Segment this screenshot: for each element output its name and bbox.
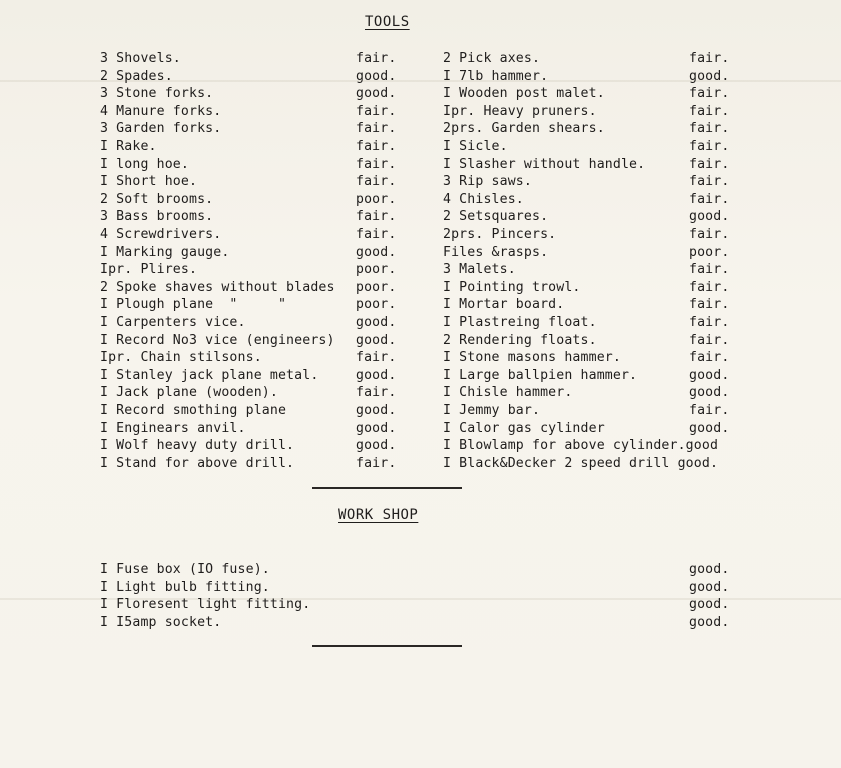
tool-item-left: I Wolf heavy duty drill. (100, 438, 295, 454)
tool-item-right: I Mortar board. (443, 297, 565, 313)
tools-row (0, 420, 841, 437)
tools-row (0, 173, 841, 190)
tool-item-right: I Blowlamp for above cylinder.good (443, 438, 719, 454)
tool-item-right: Ipr. Heavy pruners. (443, 103, 597, 119)
tool-condition-right: fair. (689, 403, 730, 418)
tool-condition-left: fair. (356, 350, 397, 366)
tools-row (0, 261, 841, 278)
tool-item-right: I Plastreing float. (443, 315, 597, 330)
tool-condition-right: good. (689, 420, 730, 436)
tools-row (0, 455, 841, 472)
tool-item-left: 3 Shovels. (100, 51, 181, 66)
tool-condition-left: fair. (356, 385, 397, 401)
section-divider-rule (312, 487, 462, 489)
tool-item-left: I long hoe. (100, 156, 189, 172)
workshop-row (0, 561, 841, 579)
tool-item-left: I Rake. (100, 139, 157, 154)
workshop-item: I Floresent light fitting. (100, 597, 311, 612)
tool-condition-right: fair. (689, 227, 730, 242)
tool-condition-left: good. (356, 332, 397, 348)
tools-row (0, 138, 841, 155)
tool-item-right: I Stone masons hammer. (443, 350, 621, 366)
tools-row (0, 244, 841, 261)
tool-condition-left: good. (356, 86, 397, 102)
tool-condition-right: good. (689, 367, 730, 383)
tool-condition-left: fair. (356, 156, 397, 172)
workshop-heading: WORK SHOP (338, 507, 419, 523)
tool-item-right: I Wooden post malet. (443, 86, 605, 102)
tool-condition-left: poor. (356, 297, 397, 313)
workshop-item: I Light bulb fitting. (100, 579, 270, 595)
tools-row (0, 191, 841, 208)
tool-condition-left: fair. (356, 174, 397, 190)
tools-row (0, 50, 841, 67)
tool-condition-left: good. (356, 403, 397, 418)
tools-row (0, 437, 841, 454)
tool-condition-left: fair. (356, 51, 397, 66)
tool-item-right: 3 Malets. (443, 262, 516, 278)
workshop-row (0, 596, 841, 614)
tools-row (0, 120, 841, 137)
tool-item-right: 2prs. Pincers. (443, 227, 557, 242)
tools-row (0, 156, 841, 173)
workshop-item: I Fuse box (IO fuse). (100, 562, 270, 577)
tool-condition-left: good. (356, 420, 397, 436)
tool-condition-left: fair. (356, 455, 397, 471)
tool-condition-right: fair. (689, 191, 730, 207)
tool-condition-right: good. (689, 68, 730, 84)
tool-item-right: 2 Pick axes. (443, 51, 541, 66)
tool-condition-right: fair. (689, 121, 730, 137)
tool-item-left: I Short hoe. (100, 174, 198, 190)
tool-condition-right: fair. (689, 279, 730, 295)
tool-item-left: 3 Bass brooms. (100, 209, 214, 225)
tool-item-left: I Stand for above drill. (100, 455, 295, 471)
tools-heading: TOOLS (365, 14, 410, 30)
tool-item-right: I Slasher without handle. (443, 156, 646, 172)
tool-condition-left: good. (356, 68, 397, 84)
tool-item-left: 2 Soft brooms. (100, 191, 214, 207)
tools-row (0, 384, 841, 401)
tool-condition-right: fair. (689, 315, 730, 330)
tool-condition-right: fair. (689, 332, 730, 348)
tool-condition-right: good. (689, 209, 730, 225)
workshop-item: I I5amp socket. (100, 614, 222, 630)
tool-item-left: I Enginears anvil. (100, 420, 246, 436)
tool-condition-right: fair. (689, 139, 730, 154)
tool-item-right: I Black&Decker 2 speed drill good. (443, 455, 719, 471)
tools-row (0, 208, 841, 225)
tool-item-left: 3 Stone forks. (100, 86, 214, 102)
tool-item-right: I Jemmy bar. (443, 403, 541, 418)
tool-item-left: I Carpenters vice. (100, 315, 246, 330)
workshop-condition: good. (689, 597, 730, 612)
tools-row (0, 85, 841, 102)
tool-item-left: 3 Garden forks. (100, 121, 222, 137)
tool-condition-left: good. (356, 315, 397, 330)
tool-item-left: 2 Spades. (100, 68, 173, 84)
tool-condition-right: fair. (689, 297, 730, 313)
tools-row (0, 296, 841, 313)
tool-item-left: 4 Manure forks. (100, 103, 222, 119)
tool-item-right: Files &rasps. (443, 244, 549, 260)
tool-item-left: 4 Screwdrivers. (100, 227, 222, 242)
tool-item-right: 3 Rip saws. (443, 174, 532, 190)
tool-item-right: I Calor gas cylinder (443, 420, 605, 436)
tools-row (0, 367, 841, 384)
tool-condition-left: fair. (356, 227, 397, 242)
tool-condition-left: good. (356, 244, 397, 260)
tool-item-right: I Chisle hammer. (443, 385, 573, 401)
tool-item-right: I Sicle. (443, 139, 508, 154)
tools-row (0, 314, 841, 331)
tool-item-left: 2 Spoke shaves without blades (100, 279, 335, 295)
workshop-row (0, 614, 841, 632)
tool-item-left: I Record smothing plane (100, 403, 287, 418)
tool-item-left: I Marking gauge. (100, 244, 230, 260)
tool-condition-left: poor. (356, 191, 397, 207)
tool-condition-right: fair. (689, 156, 730, 172)
workshop-condition: good. (689, 614, 730, 630)
tool-item-left: Ipr. Plires. (100, 262, 198, 278)
tool-condition-left: good. (356, 438, 397, 454)
tool-condition-left: fair. (356, 209, 397, 225)
tools-row (0, 68, 841, 85)
tools-row (0, 226, 841, 243)
tools-row (0, 349, 841, 366)
workshop-row (0, 579, 841, 597)
tool-condition-right: fair. (689, 350, 730, 366)
tool-condition-left: fair. (356, 121, 397, 137)
tools-row (0, 279, 841, 296)
tool-condition-right: fair. (689, 86, 730, 102)
workshop-condition: good. (689, 562, 730, 577)
tool-item-right: I 7lb hammer. (443, 68, 549, 84)
tool-condition-left: fair. (356, 103, 397, 119)
tool-condition-left: good. (356, 367, 397, 383)
tool-condition-right: poor. (689, 244, 730, 260)
tool-item-left: I Record No3 vice (engineers) (100, 332, 335, 348)
tool-condition-left: fair. (356, 139, 397, 154)
tool-item-left: Ipr. Chain stilsons. (100, 350, 262, 366)
tools-row (0, 332, 841, 349)
tool-condition-left: poor. (356, 279, 397, 295)
tool-item-right: I Pointing trowl. (443, 279, 581, 295)
tool-item-left: I Stanley jack plane metal. (100, 367, 319, 383)
tools-row (0, 402, 841, 419)
tool-condition-right: fair. (689, 174, 730, 190)
tool-item-right: 2 Setsquares. (443, 209, 549, 225)
tool-item-right: 4 Chisles. (443, 191, 524, 207)
end-divider-rule (312, 645, 462, 647)
tool-condition-right: good. (689, 385, 730, 401)
tool-condition-right: fair. (689, 262, 730, 278)
tool-condition-left: poor. (356, 262, 397, 278)
tool-item-left: I Plough plane " " (100, 297, 287, 313)
tool-item-right: 2 Rendering floats. (443, 332, 597, 348)
tool-item-right: 2prs. Garden shears. (443, 121, 605, 137)
workshop-condition: good. (689, 579, 730, 595)
tool-condition-right: fair. (689, 103, 730, 119)
tools-row (0, 103, 841, 120)
tool-item-left: I Jack plane (wooden). (100, 385, 278, 401)
tool-item-right: I Large ballpien hammer. (443, 367, 638, 383)
tool-condition-right: fair. (689, 51, 730, 66)
